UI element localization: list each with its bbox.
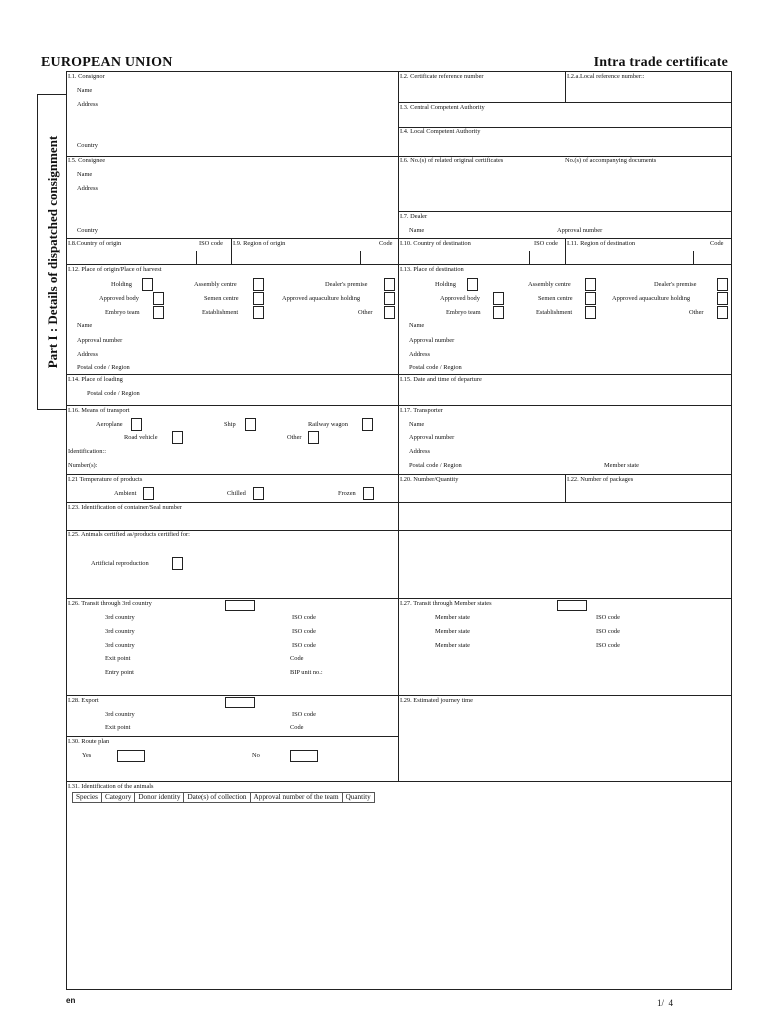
ship-checkbox[interactable]	[245, 418, 256, 431]
other-transport-label: Other	[287, 434, 302, 441]
identification-label: Identification::	[68, 448, 106, 455]
consignor-name: Name	[77, 87, 93, 94]
transit-member-3: Member state	[435, 642, 470, 649]
transit-exit-point: Exit point	[105, 655, 131, 662]
numbers-label: Number(s):	[68, 462, 98, 469]
route-plan-yes-box[interactable]	[117, 750, 145, 762]
export-exit-point: Exit point	[105, 724, 131, 731]
transit-member-1: Member state	[435, 614, 470, 621]
transporter-member: Member state	[604, 462, 639, 469]
dest-name: Name	[409, 322, 425, 329]
road-checkbox[interactable]	[172, 431, 183, 444]
certificate-title: Intra trade certificate	[593, 55, 728, 70]
transit-member-title: I.27. Transit through Member states	[400, 600, 492, 607]
dest-establishment-label: Establishment	[536, 309, 573, 316]
rule	[565, 474, 566, 502]
dest-holding-checkbox[interactable]	[467, 278, 478, 291]
transporter-approval: Approval number	[409, 434, 455, 441]
transporter-address: Address	[409, 448, 430, 455]
transit-member-2: Member state	[435, 628, 470, 635]
journey-time-label: I.29. Estimated journey time	[400, 697, 473, 704]
origin-embryo-checkbox[interactable]	[153, 306, 164, 319]
animals-id-title: I.31. Identification of the animals	[68, 783, 154, 790]
transit-3rd-iso-1: ISO code	[292, 614, 316, 621]
region-dest-label: I.11. Region of destination	[567, 240, 636, 247]
dest-aquaculture-label: Approved aquaculture holding	[612, 295, 691, 302]
tick	[360, 251, 361, 264]
column-header: Approval number of the team	[250, 793, 342, 803]
consignor-title: I.1. Consignor	[68, 73, 105, 80]
tick	[529, 251, 530, 264]
loading-postal: Postal code / Region	[87, 390, 140, 397]
route-plan-no-box[interactable]	[290, 750, 318, 762]
dest-aquaculture-checkbox[interactable]	[717, 292, 728, 305]
transit-3rd-box[interactable]	[225, 600, 255, 611]
side-label: Part I : Details of dispatched consignment	[44, 135, 60, 369]
origin-place-title: I.12. Place of origin/Place of harvest	[68, 266, 162, 273]
origin-other-label: Other	[358, 309, 373, 316]
region-origin-code: Code	[379, 240, 393, 247]
container-seal-label: I.23. Identification of container/Seal number	[68, 504, 182, 511]
origin-approved-body-label: Approved body	[99, 295, 139, 302]
dest-approved-body-checkbox[interactable]	[493, 292, 504, 305]
dest-place-title: I.13. Place of destination	[400, 266, 464, 273]
local-authority-label: I.4. Local Competent Authority	[400, 128, 481, 135]
consignee-address: Address	[77, 185, 98, 192]
route-plan-yes-label: Yes	[82, 752, 92, 759]
animals-id-table	[72, 792, 375, 803]
dest-other-label: Other	[689, 309, 704, 316]
chilled-label: Chilled	[227, 490, 246, 497]
dest-assembly-checkbox[interactable]	[585, 278, 596, 291]
transit-bip: BIP unit no.:	[290, 669, 323, 676]
origin-postal: Postal code / Region	[77, 364, 130, 371]
dest-approval: Approval number	[409, 337, 455, 344]
route-plan-title: I.30. Route plan	[68, 738, 110, 745]
origin-approved-body-checkbox[interactable]	[153, 292, 164, 305]
dest-other-checkbox[interactable]	[717, 306, 728, 319]
country-dest-iso: ISO code	[534, 240, 558, 247]
origin-aquaculture-checkbox[interactable]	[384, 292, 395, 305]
transit-code: Code	[290, 655, 304, 662]
origin-establishment-checkbox[interactable]	[253, 306, 264, 319]
language-code: en	[66, 996, 76, 1005]
table-header-row	[73, 793, 375, 803]
origin-semen-label: Semen centre	[204, 295, 239, 302]
origin-assembly-label: Assembly centre	[194, 281, 237, 288]
rule	[565, 71, 566, 102]
export-box[interactable]	[225, 697, 255, 708]
dest-dealer-checkbox[interactable]	[717, 278, 728, 291]
rule	[565, 238, 566, 264]
dest-holding-label: Holding	[435, 281, 456, 288]
consignee-name: Name	[77, 171, 93, 178]
rule	[231, 238, 232, 264]
consignee-country: Country	[77, 227, 98, 234]
rule	[66, 781, 731, 782]
origin-holding-label: Holding	[111, 281, 132, 288]
aeroplane-label: Aeroplane	[96, 421, 123, 428]
header-title: EUROPEAN UNION	[41, 55, 173, 70]
dest-approved-body-label: Approved body	[440, 295, 480, 302]
aeroplane-checkbox[interactable]	[131, 418, 142, 431]
country-origin-label: I.8.Country of origin	[68, 240, 122, 247]
export-iso: ISO code	[292, 711, 316, 718]
origin-address: Address	[77, 351, 98, 358]
transit-member-iso-3: ISO code	[596, 642, 620, 649]
tick	[196, 251, 197, 264]
column-header: Donor identity	[135, 793, 184, 803]
central-authority-label: I.3. Central Competent Authority	[400, 104, 485, 111]
transit-3rd-iso-3: ISO code	[292, 642, 316, 649]
consignor-address: Address	[77, 101, 98, 108]
transit-entry-point: Entry point	[105, 669, 134, 676]
rule	[398, 102, 731, 103]
ambient-label: Ambient	[114, 490, 137, 497]
local-ref-label: I.2.a.Local reference number::	[567, 73, 645, 80]
transit-3rd-country-1: 3rd country	[105, 614, 135, 621]
transit-member-iso-2: ISO code	[596, 628, 620, 635]
column-header: Category	[101, 793, 134, 803]
chilled-checkbox[interactable]	[253, 487, 264, 500]
transporter-postal: Postal code / Region	[409, 462, 462, 469]
export-code: Code	[290, 724, 304, 731]
rule	[66, 736, 398, 737]
transit-3rd-country-3: 3rd country	[105, 642, 135, 649]
origin-dealer-checkbox[interactable]	[384, 278, 395, 291]
ship-label: Ship	[224, 421, 236, 428]
side-label-box	[37, 94, 67, 410]
origin-assembly-checkbox[interactable]	[253, 278, 264, 291]
consignor-country: Country	[77, 142, 98, 149]
consignee-title: I.5. Consignee	[68, 157, 106, 164]
loading-place-title: I.14. Place of loading	[68, 376, 123, 383]
railway-checkbox[interactable]	[362, 418, 373, 431]
artificial-reproduction-label: Artificial reproduction	[91, 560, 149, 567]
transporter-title: I.17. Transporter	[400, 407, 443, 414]
origin-other-checkbox[interactable]	[384, 306, 395, 319]
origin-holding-checkbox[interactable]	[142, 278, 153, 291]
dest-embryo-label: Embryo team	[446, 309, 481, 316]
artificial-reproduction-checkbox[interactable]	[172, 557, 183, 570]
dest-postal: Postal code / Region	[409, 364, 462, 371]
transit-3rd-iso-2: ISO code	[292, 628, 316, 635]
departure-label: I.15. Date and time of departure	[400, 376, 482, 383]
transporter-name: Name	[409, 421, 425, 428]
column-header: Quantity	[342, 793, 374, 803]
road-label: Road vehicle	[124, 434, 158, 441]
origin-aquaculture-label: Approved aquaculture holding	[282, 295, 361, 302]
region-dest-code: Code	[710, 240, 724, 247]
temperature-title: I.21 Temperature of products	[68, 476, 143, 483]
dest-assembly-label: Assembly centre	[528, 281, 571, 288]
dest-address: Address	[409, 351, 430, 358]
frozen-checkbox[interactable]	[363, 487, 374, 500]
accompanying-docs-label: No.(s) of accompanying documents	[565, 157, 657, 164]
rule-center	[398, 71, 399, 781]
rule	[398, 211, 731, 212]
transport-title: I.16. Means of transport	[68, 407, 130, 414]
column-header: Species	[73, 793, 102, 803]
dest-embryo-checkbox[interactable]	[493, 306, 504, 319]
region-origin-label: I.9. Region of origin	[233, 240, 286, 247]
dealer-name: Name	[409, 227, 425, 234]
transit-member-box[interactable]	[557, 600, 587, 611]
transit-3rd-country-2: 3rd country	[105, 628, 135, 635]
column-header: Date(s) of collection	[184, 793, 250, 803]
origin-name: Name	[77, 322, 93, 329]
origin-semen-checkbox[interactable]	[253, 292, 264, 305]
country-origin-iso: ISO code	[199, 240, 223, 247]
dest-establishment-checkbox[interactable]	[585, 306, 596, 319]
dest-semen-label: Semen centre	[538, 295, 573, 302]
quantity-label: I.20. Number/Quantity	[400, 476, 459, 483]
dest-semen-checkbox[interactable]	[585, 292, 596, 305]
origin-establishment-label: Establishment	[202, 309, 239, 316]
dealer-title: I.7. Dealer	[400, 213, 428, 220]
dealer-approval: Approval number	[557, 227, 603, 234]
origin-embryo-label: Embryo team	[105, 309, 140, 316]
export-title: I.28. Export	[68, 697, 99, 704]
cert-ref-label: I.2. Certificate reference number	[400, 73, 484, 80]
other-transport-checkbox[interactable]	[308, 431, 319, 444]
ambient-checkbox[interactable]	[143, 487, 154, 500]
transit-member-iso-1: ISO code	[596, 614, 620, 621]
page-number: 1/ 4	[657, 998, 674, 1008]
dest-dealer-label: Dealer's premise	[654, 281, 697, 288]
related-certs-label: I.6. No.(s) of related original certificates	[400, 157, 504, 164]
transit-3rd-title: I.26. Transit through 3rd country	[68, 600, 152, 607]
origin-approval: Approval number	[77, 337, 123, 344]
origin-dealer-label: Dealer's premise	[325, 281, 368, 288]
tick	[693, 251, 694, 264]
frozen-label: Frozen	[338, 490, 356, 497]
railway-label: Railway wagon	[308, 421, 348, 428]
packages-label: I.22. Number of packages	[567, 476, 634, 483]
country-dest-label: I.10. Country of destination	[400, 240, 471, 247]
route-plan-no-label: No	[252, 752, 260, 759]
export-country: 3rd country	[105, 711, 135, 718]
certified-for-title: I.25. Animals certified as/products certified for:	[68, 531, 190, 538]
